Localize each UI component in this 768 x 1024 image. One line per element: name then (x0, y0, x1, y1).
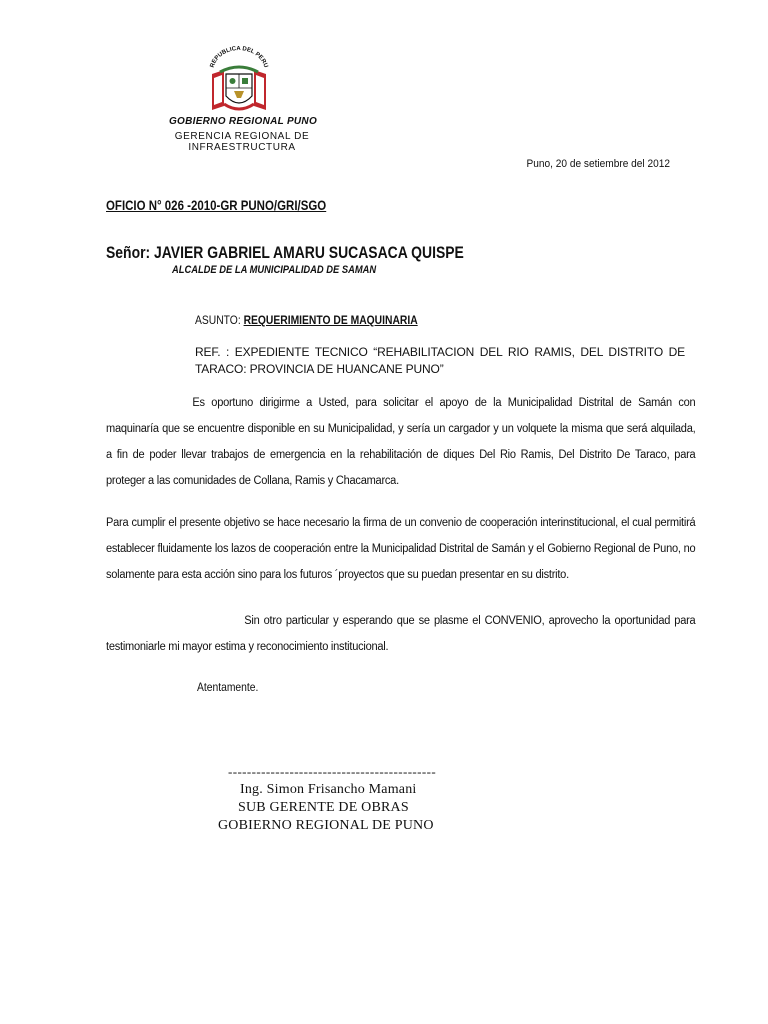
body-paragraph-1: Es oportuno dirigirme a Usted, para solicitar el apoyo de la Municipalidad Distrital de Samán con maquinaría que se encuentre disponible en su Municipalidad, y sería un cargador y un volquete la misma que será alquilada, a fin de poder llevar trabajos de emergencia en la rehabilitación de diques Del Rio Ramis, Del Distrito De Taraco, para proteger a las comunidades de Collana, Ramis y Chacamarca. (106, 397, 696, 487)
reference-number: OFICIO N° 026 -2010-GR PUNO/GRI/SGO (106, 197, 327, 213)
letter-date: Puno, 20 de setiembre del 2012 (526, 158, 670, 170)
recipient-name: Señor: JAVIER GABRIEL AMARU SUCASACA QUISPE (106, 243, 464, 262)
crest-motto: REPUBLICA DEL PERU (209, 46, 269, 69)
coat-of-arms-icon (204, 44, 274, 118)
subject-line (195, 313, 418, 327)
signature-line: -------------------------------------------- (228, 764, 437, 779)
body-paragraph-3: Sin otro particular y esperando que se plasme el CONVENIO, aprovecho la oportunidad para testimoniarle mi mayor estima y reconocimiento institucional. (106, 615, 696, 653)
department-name: GERENCIA REGIONAL DE INFRAESTRUCTURA (174, 131, 310, 153)
svg-text:REPUBLICA DEL PERU (210, 46, 269, 69)
signatory-name: Ing. Simon Frisancho Mamani (240, 782, 417, 797)
organization-name: GOBIERNO REGIONAL PUNO (168, 116, 318, 127)
body-paragraph-2: Para cumplir el presente objetivo se hace necesario la firma de un convenio de cooperación interinstitucional, el cual permitirá establecer fluidamente los lazos de cooperación entre la Municipalidad Distrital de Samán y el Gobierno Regional de Puno, no solamente para esta acción sino para los futuros ´proyectos que su puedan presentar en su distrito. (106, 517, 696, 581)
signatory-organization: GOBIERNO REGIONAL DE PUNO (218, 818, 434, 833)
subject-value: REQUERIMIENTO DE MAQUINARIA (243, 313, 418, 327)
subject-label: ASUNTO: (195, 313, 244, 327)
reference-block: REF. : EXPEDIENTE TECNICO “REHABILITACION DEL RIO RAMIS, DEL DISTRITO DE TARACO: PROVINCIA DE HUANCANE PUNO” (195, 345, 685, 376)
closing-salutation: Atentamente. (197, 680, 259, 694)
recipient-title: ALCALDE DE LA MUNICIPALIDAD DE SAMAN (172, 264, 377, 276)
signatory-role: SUB GERENTE DE OBRAS (238, 800, 409, 815)
